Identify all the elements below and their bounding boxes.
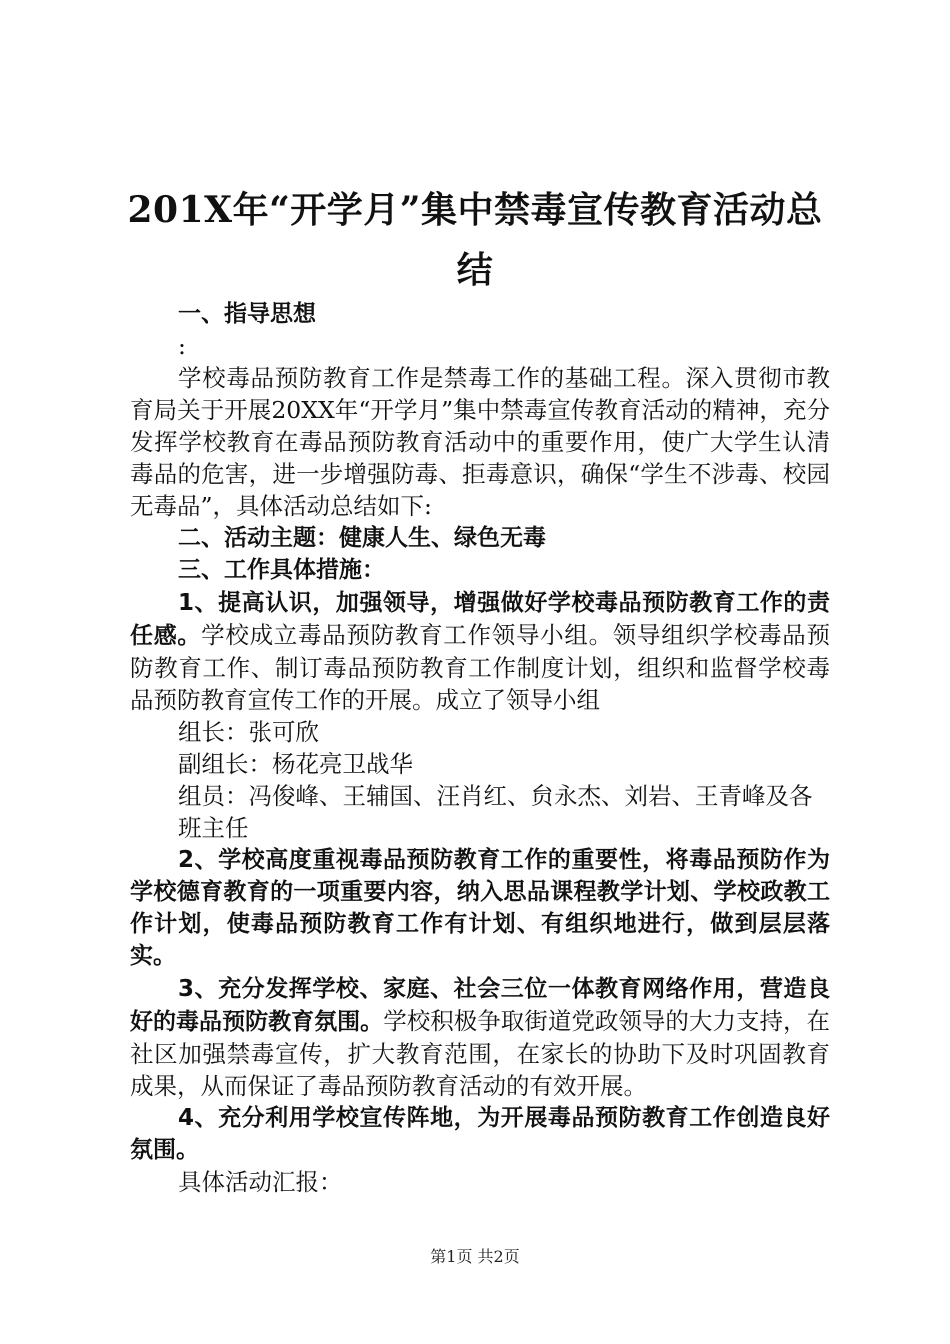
measure-3-lead: 3、充分发挥学校、家庭、社会三位一体教育网络作用，营造良好的毒品预防教育氛围。: [130, 976, 830, 1035]
paragraph-measure-1: [130, 586, 830, 716]
section-heading-guiding-thought: 一、指导思想: [178, 301, 316, 327]
paragraph-measure-3: [130, 972, 830, 1102]
measure-3-text: 学校积极争取街道党政领导的大力支持，在社区加强禁毒宣传，扩大教育范围，在家长的协助下及时巩固教育成果，从而保证了毒品预防教育活动的有效开展。: [130, 1007, 831, 1100]
vice-leader-line: 副组长：杨花亮卫战华: [178, 750, 413, 778]
section-heading-theme: 二、活动主题：健康人生、绿色无毒: [178, 525, 546, 551]
section-heading-measures: 三、工作具体措施：: [178, 557, 385, 583]
paragraph-measure-2: 2、学校高度重视毒品预防教育工作的重要性，将毒品预防作为学校德育教育的一项重要内容，纳入思品课程教学计划、学校政教工作计划，使毒品预防教育工作有计划、有组织地进行，做到层层落实。: [130, 847, 830, 969]
document-title-line-2: 结: [456, 249, 494, 291]
colon-mark: :: [178, 332, 186, 360]
page-footer: 第1页 共2页: [430, 1247, 520, 1266]
measure-1-lead: 1、提高认识，加强领导，增强做好学校毒品预防教育工作的责任感。: [130, 590, 830, 649]
document-body: [130, 298, 830, 1198]
report-label: 具体活动汇报：: [178, 1168, 343, 1196]
document-title-line-1: 201X年“开学月”集中禁毒宣传教育活动总: [127, 189, 823, 231]
members-line: 组员：冯俊峰、王辅国、汪肖红、贠永杰、刘岩、王青峰及各班主任: [178, 782, 813, 842]
paragraph-guiding-thought: 学校毒品预防教育工作是禁毒工作的基础工程。深入贯彻市教育局关于开展20XX年“开学月”集中禁毒宣传教育活动的精神，充分发挥学校教育在毒品预防教育活动中的重要作用，使广大学生认清毒品的危害，进一步增强防毒、拒毒意识，确保“学生不涉毒、校园无毒品”，具体活动总结如下:: [130, 364, 830, 520]
measure-1-text: 学校成立毒品预防教育工作领导小组。领导组织学校毒品预防教育工作、制订毒品预防教育工作制度计划，组织和监督学校毒品预防教育宣传工作的开展。成立了领导小组: [130, 621, 831, 714]
leader-line: 组长：张可欣: [178, 718, 319, 746]
paragraph-measure-4: 4、充分利用学校宣传阵地，为开展毒品预防教育工作创造良好氛围。: [130, 1105, 830, 1163]
